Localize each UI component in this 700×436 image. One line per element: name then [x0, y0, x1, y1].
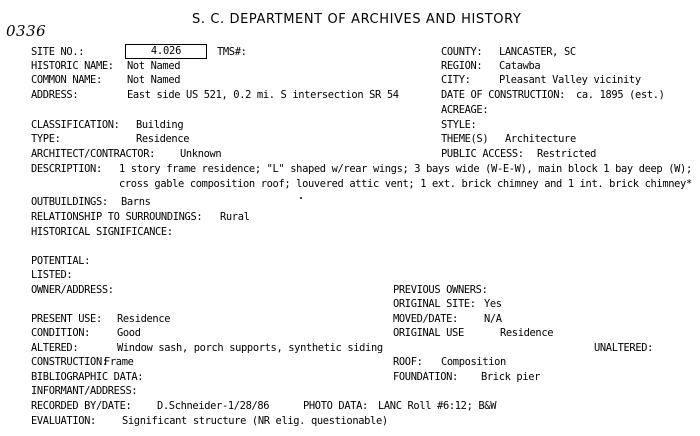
address-label: ADDRESS: [31, 89, 79, 101]
type-value: Residence [136, 133, 190, 145]
recorded-by-value: D.Schneider-1/28/86 [157, 400, 270, 412]
description-line-2: cross gable composition roof; louvered attic vent; 1 ext. brick chimney and 1 int. brick chimney* [119, 178, 692, 190]
city-value: Pleasant Valley vicinity [499, 74, 641, 86]
architect-label: ARCHITECT/CONTRACTOR: [31, 148, 156, 160]
original-site-label: ORIGINAL SITE: [393, 298, 476, 310]
evaluation-value: Significant structure (NR elig. questionable) [122, 415, 388, 427]
stray-mark [300, 197, 302, 199]
original-use-value: Residence [500, 327, 554, 339]
moved-date-label: MOVED/DATE: [393, 313, 458, 325]
date-of-construction-label: DATE OF CONSTRUCTION: [441, 89, 566, 101]
type-label: TYPE: [31, 133, 61, 145]
themes-label: THEME(S) [441, 133, 489, 145]
original-site-value: Yes [484, 298, 502, 310]
present-use-label: PRESENT USE: [31, 313, 102, 325]
description-label: DESCRIPTION: [31, 163, 102, 175]
common-name-value: Not Named [127, 74, 181, 86]
listed-label: LISTED: [31, 269, 73, 281]
region-label: REGION: [441, 60, 483, 72]
county-value: LANCASTER, SC [499, 46, 576, 58]
condition-value: Good [117, 327, 141, 339]
construction-value: Frame [104, 356, 134, 368]
classification-value: Building [136, 119, 184, 131]
site-no-value: 4.026 [150, 45, 182, 57]
construction-label: CONSTRUCTION: [31, 356, 108, 368]
historic-name-value: Not Named [127, 60, 181, 72]
historical-significance-label: HISTORICAL SIGNIFICANCE: [31, 226, 173, 238]
roof-value: Composition [441, 356, 506, 368]
description-line-1: 1 story frame residence; "L" shaped w/rear wings; 3 bays wide (W-E-W), main block 1 bay deep (W); [119, 163, 692, 175]
altered-value: Window sash, porch supports, synthetic siding [117, 342, 383, 354]
present-use-value: Residence [117, 313, 171, 325]
region-value: Catawba [499, 60, 541, 72]
public-access-label: PUBLIC ACCESS: [441, 148, 524, 160]
tms-label: TMS#: [217, 46, 247, 58]
site-no-box [125, 44, 207, 59]
owner-address-label: OWNER/ADDRESS: [31, 284, 114, 296]
classification-label: CLASSIFICATION: [31, 119, 120, 131]
informant-address-label: INFORMANT/ADDRESS: [31, 385, 138, 397]
county-label: COUNTY: [441, 46, 483, 58]
historic-name-label: HISTORIC NAME: [31, 60, 114, 72]
foundation-value: Brick pier [481, 371, 541, 383]
address-value: East side US 521, 0.2 mi. S intersection SR 54 [127, 89, 399, 101]
city-label: CITY: [441, 74, 471, 86]
handwritten-number: 0336 [6, 22, 47, 40]
common-name-label: COMMON NAME: [31, 74, 102, 86]
page-title: S. C. DEPARTMENT OF ARCHIVES AND HISTORY [192, 12, 522, 27]
foundation-label: FOUNDATION: [393, 371, 458, 383]
evaluation-label: EVALUATION: [31, 415, 96, 427]
photo-data-value: LANC Roll #6:12; B&W [378, 400, 497, 412]
public-access-value: Restricted [537, 148, 597, 160]
previous-owners-label: PREVIOUS OWNERS: [393, 284, 488, 296]
date-of-construction-value: ca. 1895 (est.) [576, 89, 665, 101]
style-label: STYLE: [441, 119, 477, 131]
roof-label: ROOF: [393, 356, 423, 368]
condition-label: CONDITION: [31, 327, 91, 339]
bibliographic-data-label: BIBLIOGRAPHIC DATA: [31, 371, 144, 383]
architect-value: Unknown [180, 148, 222, 160]
original-use-label: ORIGINAL USE [393, 327, 464, 339]
outbuildings-label: OUTBUILDINGS: [31, 196, 108, 208]
potential-label: POTENTIAL: [31, 255, 91, 267]
moved-date-value: N/A [484, 313, 502, 325]
photo-data-label: PHOTO DATA: [303, 400, 368, 412]
relationship-label: RELATIONSHIP TO SURROUNDINGS: [31, 211, 203, 223]
site-no-label: SITE NO.: [31, 46, 85, 58]
recorded-by-label: RECORDED BY/DATE: [31, 400, 132, 412]
themes-value: Architecture [505, 133, 576, 145]
altered-label: ALTERED: [31, 342, 79, 354]
outbuildings-value: Barns [121, 196, 151, 208]
acreage-label: ACREAGE: [441, 104, 489, 116]
relationship-value: Rural [220, 211, 250, 223]
unaltered-label: UNALTERED: [594, 342, 654, 354]
